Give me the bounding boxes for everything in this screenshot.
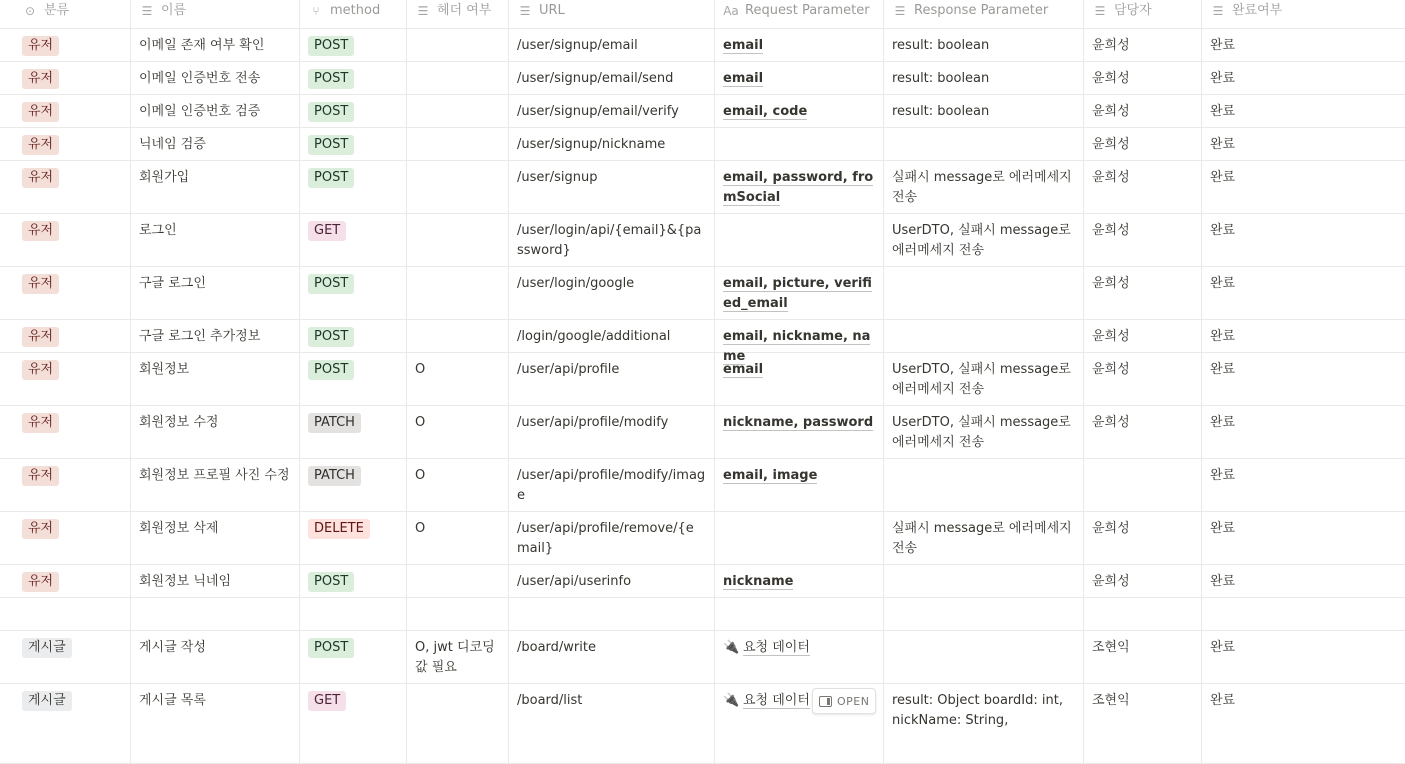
category-cell[interactable] [0,598,131,630]
method-cell[interactable] [300,459,407,511]
method-cell[interactable] [300,29,407,61]
response-cell[interactable] [884,406,1084,458]
header-cell[interactable] [407,353,509,405]
url-cell[interactable] [509,267,715,319]
header-cell[interactable] [407,29,509,61]
column-header-response[interactable]: ☰ Response Parameter [884,0,1084,28]
owner-cell[interactable] [1084,29,1202,61]
category-cell[interactable] [0,161,131,213]
name-text: 회원정보 [139,362,190,377]
header-cell[interactable] [407,459,509,511]
status-text: 완료 [1210,223,1236,238]
column-header-name[interactable]: ☰ 이름 [131,0,300,28]
name-text: 구글 로그인 [139,276,206,291]
name-text: 구글 로그인 추가정보 [139,329,261,344]
name-cell[interactable] [131,631,300,683]
request-text: nickname, password [723,415,874,430]
name-text: 이메일 인증번호 검증 [139,104,261,119]
owner-text: 윤희성 [1092,137,1130,152]
request-cell[interactable] [715,631,884,683]
header-cell[interactable] [407,214,509,266]
header-text: O [415,415,426,430]
category-cell[interactable] [0,512,131,564]
method-tag: DELETE [308,519,370,539]
name-cell[interactable] [131,161,300,213]
owner-text: 윤희성 [1092,521,1130,536]
name-text: 회원가입 [139,170,190,185]
request-text: email, picture, verified_email [723,276,872,311]
owner-cell[interactable] [1084,320,1202,352]
method-cell[interactable] [300,353,407,405]
request-cell[interactable] [715,512,884,564]
name-cell[interactable] [131,95,300,127]
table-row[interactable] [0,459,1405,512]
header-cell[interactable] [407,684,509,763]
url-text: /user/signup/email/verify [517,104,679,119]
status-cell[interactable] [1202,353,1405,405]
url-text: /board/write [517,640,596,655]
method-cell[interactable] [300,684,407,763]
header-cell[interactable] [407,320,509,352]
request-cell[interactable] [715,320,884,364]
method-tag: GET [308,691,346,711]
name-text: 회원정보 프로필 사진 수정 [139,468,290,483]
header-cell[interactable] [407,161,509,213]
owner-cell[interactable] [1084,565,1202,597]
method-cell[interactable] [300,631,407,683]
status-text: 완료 [1210,468,1236,483]
response-cell[interactable] [884,62,1084,94]
title-icon: Aa [723,4,739,18]
response-cell[interactable] [884,598,1084,630]
request-text: email [723,38,764,53]
header-text: O, jwt 디코딩 값 필요 [415,640,495,675]
status-cell[interactable] [1202,598,1405,630]
name-text: 닉네임 검증 [139,137,206,152]
url-cell[interactable] [509,459,715,511]
request-cell[interactable] [715,406,884,458]
method-tag: POST [308,102,354,122]
response-text: result: Object boardId: int, nickName: String, [892,693,1063,728]
plug-icon: 🔌 [723,640,740,655]
category-cell[interactable] [0,29,131,61]
name-cell[interactable] [131,684,300,763]
owner-text: 윤희성 [1092,362,1130,377]
owner-text: 윤희성 [1092,71,1130,86]
method-tag: PATCH [308,466,361,486]
open-page-button[interactable]: OPEN [812,688,876,714]
category-tag: 유저 [22,102,59,122]
owner-text: 윤희성 [1092,38,1130,53]
response-cell[interactable] [884,214,1084,266]
request-text: email, code [723,104,808,119]
status-text: 완료 [1210,693,1236,708]
url-text: /user/api/profile/modify [517,415,669,430]
request-cell[interactable] [715,161,884,213]
table-row[interactable] [0,95,1405,128]
url-cell[interactable] [509,598,715,630]
status-cell[interactable] [1202,29,1405,61]
request-text: email, nickname, name [723,329,871,364]
table-row[interactable] [0,631,1405,684]
method-tag: PATCH [308,413,361,433]
method-tag: POST [308,360,354,380]
url-cell[interactable] [509,214,715,266]
response-cell[interactable] [884,95,1084,127]
header-text: O [415,521,426,536]
category-tag: 게시글 [22,691,72,711]
column-header-header[interactable]: ☰ 헤더 여부 [407,0,509,28]
name-cell[interactable] [131,512,300,564]
response-text: result: boolean [892,38,990,53]
owner-cell[interactable] [1084,512,1202,564]
relation-icon: ⑂ [312,4,320,18]
method-cell[interactable] [300,406,407,458]
column-header-status[interactable]: ☰ 완료여부 [1202,0,1405,28]
url-cell[interactable] [509,353,715,405]
column-header-method[interactable]: ⑂ method [300,0,407,28]
url-text: /user/signup/nickname [517,137,666,152]
method-tag: POST [308,274,354,294]
status-text: 완료 [1210,276,1236,291]
request-page-link: 요청 데이터 [743,693,810,708]
response-cell[interactable] [884,161,1084,213]
header-cell[interactable] [407,598,509,630]
table-row[interactable] [0,512,1405,565]
table-header [0,0,1405,29]
category-tag: 유저 [22,221,59,241]
table-row[interactable] [0,128,1405,161]
method-tag: GET [308,221,346,241]
status-text: 완료 [1210,415,1236,430]
name-text: 게시글 목록 [139,693,206,708]
status-text: 완료 [1210,170,1236,185]
request-cell[interactable] [715,128,884,160]
table-row[interactable] [0,684,1405,764]
text-icon: ☰ [417,4,429,18]
category-tag: 게시글 [22,638,72,658]
header-cell[interactable] [407,62,509,94]
owner-cell[interactable] [1084,598,1202,630]
response-cell[interactable] [884,565,1084,597]
response-cell[interactable] [884,353,1084,405]
url-cell[interactable] [509,62,715,94]
request-text: email, password, fromSocial [723,170,874,205]
request-cell[interactable] [715,565,884,597]
owner-text: 윤희성 [1092,276,1130,291]
request-cell[interactable] [715,353,884,405]
request-page-link: 요청 데이터 [743,640,810,655]
table-row[interactable] [0,161,1405,214]
owner-text: 조현익 [1092,693,1130,708]
owner-cell[interactable] [1084,459,1202,511]
request-cell[interactable] [715,29,884,61]
table-row[interactable] [0,29,1405,62]
method-cell[interactable] [300,512,407,564]
status-cell[interactable] [1202,267,1405,319]
url-cell[interactable] [509,29,715,61]
owner-cell[interactable] [1084,631,1202,683]
url-text: /user/api/userinfo [517,574,632,589]
url-cell[interactable] [509,631,715,683]
owner-text: 조현익 [1092,640,1130,655]
url-text: /user/api/profile/modify/image [517,468,706,503]
table-row[interactable] [0,565,1405,598]
url-cell[interactable] [509,161,715,213]
status-text: 완료 [1210,362,1236,377]
column-header-category[interactable]: ⊙ 분류 [0,0,131,28]
category-cell[interactable] [0,565,131,597]
category-tag: 유저 [22,466,59,486]
url-cell[interactable] [509,684,715,763]
owner-text: 윤희성 [1092,574,1130,589]
owner-cell[interactable] [1084,684,1202,763]
response-cell[interactable] [884,631,1084,683]
name-cell[interactable] [131,62,300,94]
response-cell[interactable] [884,128,1084,160]
header-cell[interactable] [407,565,509,597]
method-tag: POST [308,572,354,592]
category-tag: 유저 [22,360,59,380]
method-tag: POST [308,638,354,658]
method-cell[interactable] [300,95,407,127]
owner-cell[interactable] [1084,406,1202,458]
status-cell[interactable] [1202,512,1405,564]
name-text: 회원정보 닉네임 [139,574,232,589]
header-cell[interactable] [407,267,509,319]
url-cell[interactable] [509,320,715,352]
category-cell[interactable] [0,684,131,763]
name-cell[interactable] [131,353,300,405]
url-cell[interactable] [509,512,715,564]
category-cell[interactable] [0,353,131,405]
method-cell[interactable] [300,565,407,597]
response-text: 실패시 message로 에러메세지 전송 [892,170,1072,205]
status-text: 완료 [1210,71,1236,86]
status-cell[interactable] [1202,459,1405,511]
category-tag: 유저 [22,69,59,89]
plug-icon: 🔌 [723,693,740,708]
text-icon: ☰ [1212,4,1224,18]
url-cell[interactable] [509,95,715,127]
name-text: 이메일 존재 여부 확인 [139,38,265,53]
open-panel-icon [819,696,832,707]
url-cell[interactable] [509,128,715,160]
table-row[interactable] [0,214,1405,267]
status-cell[interactable] [1202,161,1405,213]
method-cell[interactable] [300,598,407,630]
method-tag: POST [308,69,354,89]
status-text: 완료 [1210,38,1236,53]
response-cell[interactable] [884,267,1084,319]
header-cell[interactable] [407,512,509,564]
table-row[interactable] [0,353,1405,406]
url-text: /user/signup/email [517,38,638,53]
status-text: 완료 [1210,329,1236,344]
request-cell[interactable] [715,459,884,511]
header-cell[interactable] [407,128,509,160]
owner-cell[interactable] [1084,62,1202,94]
table-row[interactable] [0,62,1405,95]
response-cell[interactable] [884,320,1084,352]
text-icon: ☰ [1094,4,1106,18]
response-text: UserDTO, 실패시 message로 에러메세지 전송 [892,223,1071,258]
name-text: 게시글 작성 [139,640,206,655]
category-cell[interactable] [0,267,131,319]
response-cell[interactable] [884,512,1084,564]
owner-cell[interactable] [1084,267,1202,319]
method-cell[interactable] [300,214,407,266]
name-text: 회원정보 수정 [139,415,219,430]
status-cell[interactable] [1202,320,1405,352]
name-cell[interactable] [131,29,300,61]
category-tag: 유저 [22,572,59,592]
name-cell[interactable] [131,214,300,266]
method-tag: POST [308,168,354,188]
url-text: /board/list [517,693,583,708]
owner-cell[interactable] [1084,214,1202,266]
owner-cell[interactable] [1084,353,1202,405]
category-tag: 유저 [22,327,59,347]
category-cell[interactable] [0,62,131,94]
text-icon: ☰ [141,4,153,18]
url-text: /user/signup [517,170,598,185]
category-tag: 유저 [22,413,59,433]
response-cell[interactable] [884,459,1084,511]
url-text: /user/signup/email/send [517,71,674,86]
header-cell[interactable] [407,631,509,683]
url-text: /user/login/google [517,276,635,291]
method-tag: POST [308,36,354,56]
request-cell[interactable] [715,598,884,630]
request-text: email, image [723,468,818,483]
status-cell[interactable] [1202,684,1405,763]
owner-cell[interactable] [1084,128,1202,160]
method-tag: POST [308,327,354,347]
category-cell[interactable] [0,128,131,160]
header-text: O [415,468,426,483]
header-cell[interactable] [407,406,509,458]
column-header-owner[interactable]: ☰ 담당자 [1084,0,1202,28]
category-tag: 유저 [22,168,59,188]
request-cell[interactable] [715,214,884,266]
response-text: result: boolean [892,71,990,86]
status-text: 완료 [1210,104,1236,119]
method-cell[interactable] [300,62,407,94]
response-cell[interactable] [884,684,1084,763]
category-tag: 유저 [22,135,59,155]
table-row[interactable] [0,267,1405,320]
status-text: 완료 [1210,640,1236,655]
owner-text: 윤희성 [1092,329,1130,344]
status-cell[interactable] [1202,62,1405,94]
name-cell[interactable] [131,565,300,597]
category-cell[interactable] [0,631,131,683]
table-row[interactable] [0,320,1405,364]
owner-cell[interactable] [1084,95,1202,127]
text-icon: ☰ [519,4,531,18]
name-cell[interactable] [131,128,300,160]
select-icon: ⊙ [24,4,36,18]
name-cell[interactable] [131,598,300,630]
method-cell[interactable] [300,161,407,213]
owner-text: 윤희성 [1092,104,1130,119]
table-row[interactable] [0,406,1405,459]
owner-text: 윤희성 [1092,223,1130,238]
category-tag: 유저 [22,274,59,294]
status-text: 완료 [1210,574,1236,589]
owner-text: 윤희성 [1092,415,1130,430]
text-icon: ☰ [894,4,906,18]
table-body [0,29,1405,764]
status-cell[interactable] [1202,214,1405,266]
column-header-url[interactable]: ☰ URL [509,0,715,28]
category-cell[interactable] [0,459,131,511]
status-cell[interactable] [1202,128,1405,160]
category-cell[interactable] [0,320,131,352]
name-text: 로그인 [139,223,177,238]
url-text: /user/api/profile/remove/{email} [517,521,694,556]
name-cell[interactable] [131,406,300,458]
request-text: email [723,71,764,86]
category-tag: 유저 [22,519,59,539]
owner-text: 윤희성 [1092,170,1130,185]
request-cell[interactable] [715,62,884,94]
status-cell[interactable] [1202,406,1405,458]
url-cell[interactable] [509,565,715,597]
table-row[interactable] [0,598,1405,631]
method-tag: POST [308,135,354,155]
response-text: UserDTO, 실패시 message로 에러메세지 전송 [892,415,1071,450]
url-cell[interactable] [509,406,715,458]
request-text: email [723,362,764,377]
name-text: 회원정보 삭제 [139,521,219,536]
method-cell[interactable] [300,320,407,352]
url-text: /user/login/api/{email}&{password} [517,223,702,258]
header-text: O [415,362,426,377]
response-text: UserDTO, 실패시 message로 에러메세지 전송 [892,362,1071,397]
category-cell[interactable] [0,214,131,266]
name-cell[interactable] [131,267,300,319]
column-header-request[interactable]: Aa Request Parameter [715,0,884,28]
method-cell[interactable] [300,267,407,319]
response-cell[interactable] [884,29,1084,61]
response-text: result: boolean [892,104,990,119]
url-text: /user/api/profile [517,362,620,377]
status-cell[interactable] [1202,565,1405,597]
name-cell[interactable] [131,320,300,352]
status-cell[interactable] [1202,95,1405,127]
url-text: /login/google/additional [517,329,671,344]
header-cell[interactable] [407,95,509,127]
request-cell[interactable] [715,267,884,319]
request-text: nickname [723,574,794,589]
category-cell[interactable] [0,406,131,458]
category-tag: 유저 [22,36,59,56]
name-text: 이메일 인증번호 전송 [139,71,261,86]
category-cell[interactable] [0,95,131,127]
status-text: 완료 [1210,521,1236,536]
status-cell[interactable] [1202,631,1405,683]
response-text: 실패시 message로 에러메세지 전송 [892,521,1072,556]
name-cell[interactable] [131,459,300,511]
status-text: 완료 [1210,137,1236,152]
request-cell[interactable] [715,95,884,127]
owner-cell[interactable] [1084,161,1202,213]
method-cell[interactable] [300,128,407,160]
